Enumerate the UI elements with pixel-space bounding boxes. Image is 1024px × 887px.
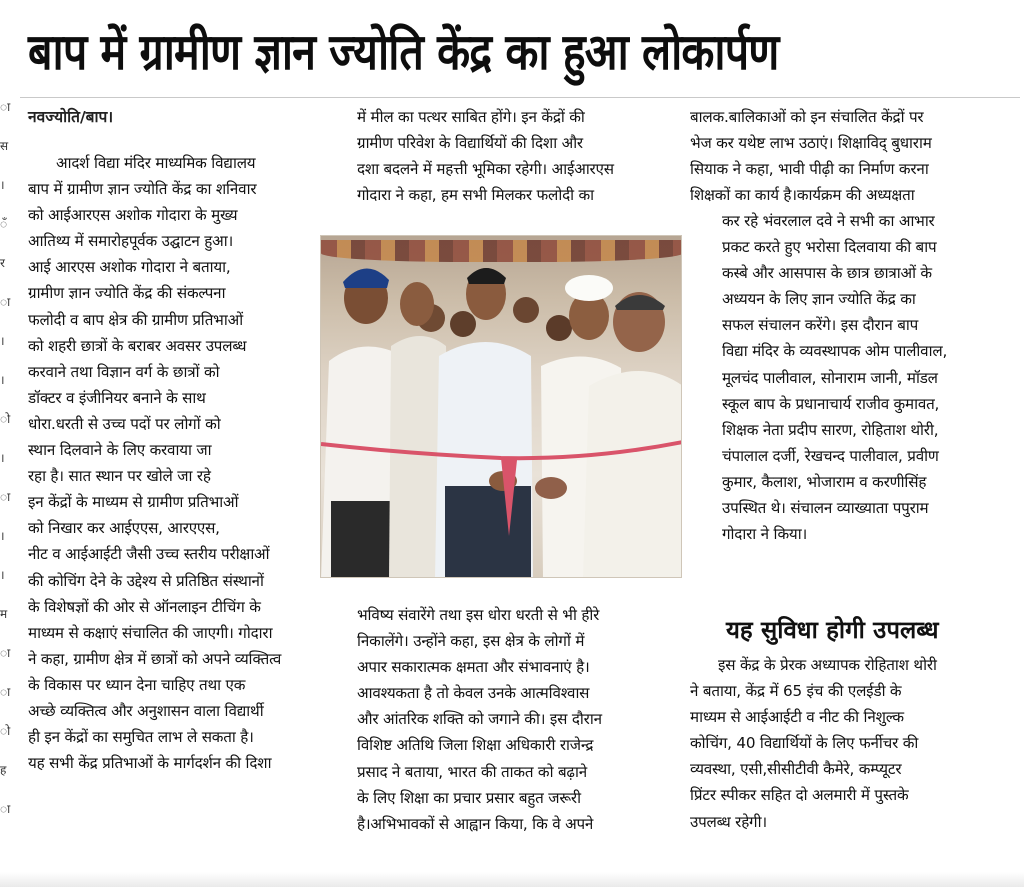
text-line: ही इन केंद्रों का समुचित लाभ ले सकता है।: [28, 728, 254, 747]
column-3-top: [690, 104, 1010, 208]
text-line: कर रहे भंवरलाल दवे ने सभी का आभार: [722, 212, 935, 230]
text-line: उपलब्ध रहेगी।: [690, 812, 767, 831]
text-line: चंपालाल दर्जी, रेखचन्द पालीवाल, प्रवीण: [722, 446, 939, 465]
text-line: भेज कर यथेष्ट लाभ उठाएं। शिक्षाविद् बुधाराम: [690, 134, 932, 153]
text-line: प्रकट करते हुए भरोसा दिलवाया की बाप: [722, 238, 937, 257]
text-line: को निखार कर आईएएस, आरएएस,: [28, 519, 220, 538]
column-1-body: [28, 150, 308, 776]
gutter-fragment: ा: [0, 646, 11, 660]
text-line: करवाने तथा विज्ञान वर्ग के छात्रों को: [28, 362, 220, 381]
ceremony-illustration: [321, 236, 682, 578]
text-line: प्रिंटर स्पीकर सहित दो अलमारी में पुस्तके: [690, 786, 909, 805]
text-line: व्यवस्था, एसी,सीसीटीवी कैमेरे, कम्प्यूटर: [690, 760, 902, 779]
gutter-fragment: ।: [0, 178, 5, 192]
gutter-fragment: ो: [0, 412, 11, 426]
text-line: इस केंद्र के प्रेरक अध्यापक रोहिताश थोरी: [718, 656, 937, 674]
event-photo: [320, 235, 682, 578]
text-line: को आईआरएस अशोक गोदारा के मुख्य: [28, 206, 238, 225]
page-edge: [0, 872, 1024, 887]
gutter-fragment: ।: [0, 373, 5, 387]
text-line: डॉक्टर व इंजीनियर बनाने के साथ: [28, 388, 206, 407]
text-line: स्कूल बाप के प्रधानाचार्य राजीव कुमावत,: [722, 394, 940, 413]
text-line: है।अभिभावकों से आह्वान किया, कि वे अपने: [357, 814, 594, 833]
gutter-fragment: ो: [0, 724, 11, 738]
gutter-fragment: ा: [0, 802, 11, 816]
text-line: की कोचिंग देने के उद्देश्य से प्रतिष्ठित संस्थानों: [28, 571, 264, 590]
column-3-middle: [722, 208, 1012, 547]
column-1: [28, 104, 308, 776]
column-3-bottom-body: [690, 652, 1012, 835]
text-line: माध्यम से आईआईटी व नीट की निशुल्क: [690, 708, 904, 727]
gutter-fragment: ह: [0, 763, 7, 777]
text-line: भविष्य संवारेंगे तथा इस धोरा धरती से भी हीरे: [357, 606, 600, 624]
text-line: ने कहा, ग्रामीण क्षेत्र में छात्रों को अपने व्यक्तित्व: [28, 649, 282, 668]
text-line: ग्रामीण परिवेश के विद्यार्थियों की दिशा और: [357, 134, 583, 153]
text-line: अध्ययन के लिए ज्ञान ज्योति केंद्र का: [722, 290, 916, 309]
text-line: को शहरी छात्रों के बराबर अवसर उपलब्ध: [28, 336, 247, 355]
gutter-fragment: ा: [0, 490, 11, 504]
text-line: के विशेषज्ञों की ओर से ऑनलाइन टीचिंग के: [28, 597, 261, 616]
gutter-fragment: म: [0, 607, 8, 621]
text-line: माध्यम से कक्षाएं संचालित की जाएगी। गोदारा: [28, 623, 273, 642]
gutter-fragment: ।: [0, 451, 5, 465]
left-gutter: [0, 100, 10, 860]
text-line: में मील का पत्थर साबित होंगे। इन केंद्रों की: [357, 108, 585, 126]
text-line: आई आरएस अशोक गोदारा ने बताया,: [28, 258, 231, 277]
column-3-middle-body: [722, 208, 1012, 547]
text-line: सफल संचालन करेंगे। इस दौरान बाप: [722, 316, 919, 335]
text-line: के लिए शिक्षा का प्रचार प्रसार बहुत जरूरी: [357, 788, 581, 807]
gutter-fragment: ।: [0, 568, 5, 582]
text-line: प्रसाद ने बताया, भारत की ताकत को बढ़ाने: [357, 762, 587, 781]
dateline: नवज्योति/बाप।: [28, 108, 114, 126]
text-line: विशिष्ट अतिथि जिला शिक्षा अधिकारी राजेन्द्र: [357, 736, 594, 755]
text-line: नीट व आईआईटी जैसी उच्च स्तरीय परीक्षाओं: [28, 545, 270, 564]
gutter-fragment: र: [0, 256, 5, 270]
gutter-fragment: ा: [0, 295, 11, 309]
text-line: फलोदी व बाप क्षेत्र की ग्रामीण प्रतिभाओं: [28, 310, 243, 329]
text-line: आवश्यकता है तो केवल उनके आत्मविश्वास: [357, 684, 590, 703]
text-line: विद्या मंदिर के व्यवस्थापक ओम पालीवाल,: [722, 342, 948, 361]
text-line: इन केंद्रों के माध्यम से ग्रामीण प्रतिभाओं: [28, 493, 239, 512]
text-line: धोरा.धरती से उच्च पदों पर लोगों को: [28, 414, 221, 433]
gutter-fragment: ँ: [0, 217, 8, 231]
text-line: शिक्षकों का कार्य है।कार्यक्रम की अध्यक्षता: [690, 186, 915, 205]
text-line: मूलचंद पालीवाल, सोनाराम जानी, मॉडल: [722, 368, 938, 387]
text-line: ने बताया, केंद्र में 65 इंच की एलईडी के: [690, 682, 902, 701]
text-line: शिक्षक नेता प्रदीप सारण, रोहिताश थोरी,: [722, 420, 939, 439]
text-line: सियाक ने कहा, भावी पीढ़ी का निर्माण करना: [690, 160, 929, 179]
gutter-fragment: ।: [0, 529, 5, 543]
column-2-bottom: [357, 602, 677, 837]
gutter-fragment: ।: [0, 334, 5, 348]
text-line: कुमार, कैलाश, भोजाराम व करणीसिंह: [722, 472, 927, 491]
gutter-fragment: स: [0, 139, 9, 153]
text-line: उपस्थित थे। संचालन व्याख्याता पपुराम: [722, 499, 929, 518]
text-line: दशा बदलने में महत्ती भूमिका रहेगी। आईआरएस: [357, 160, 614, 179]
column-2-top: [357, 104, 677, 208]
text-line: आतिथ्य में समारोहपूर्वक उद्घाटन हुआ।: [28, 232, 233, 251]
text-line: स्थान दिलवाने के लिए करवाया जा: [28, 441, 212, 460]
column-2-bottom-body: [357, 602, 677, 837]
text-line: अच्छे व्यक्तित्व और अनुशासन वाला विद्यार्थी: [28, 701, 264, 720]
header-rule: [20, 97, 1020, 98]
column-3-bottom: [690, 652, 1012, 835]
subheading: यह सुविधा होगी उपलब्ध: [726, 616, 939, 644]
text-line: बाप में ग्रामीण ज्ञान ज्योति केंद्र का शनिवार: [28, 180, 257, 199]
text-line: और आंतरिक शक्ति को जगाने की। इस दौरान: [357, 710, 602, 729]
text-line: कस्बे और आसपास के छात्र छात्राओं के: [722, 264, 932, 283]
text-line: गोदारा ने किया।: [722, 525, 808, 544]
text-line: बालक.बालिकाओं को इन संचालित केंद्रों पर: [690, 108, 924, 126]
headline: बाप में ग्रामीण ज्ञान ज्योति केंद्र का हुआ लोकार्पण: [28, 23, 779, 81]
text-line: अपार सकारात्मक क्षमता और संभावनाएं है।: [357, 658, 590, 677]
text-line: कोचिंग, 40 विद्यार्थियों के लिए फर्नीचर की: [690, 734, 919, 753]
gutter-fragment: ा: [0, 100, 11, 114]
text-line: आदर्श विद्या मंदिर माध्यमिक विद्यालय: [56, 154, 256, 172]
text-line: यह सभी केंद्र प्रतिभाओं के मार्गदर्शन की दिशा: [28, 754, 272, 773]
column-2-top-body: [357, 104, 677, 208]
text-line: निकालेंगे। उन्होंने कहा, इस क्षेत्र के लोगों में: [357, 632, 585, 651]
text-line: गोदारा ने कहा, हम सभी मिलकर फलोदी का: [357, 186, 594, 205]
text-line: के विकास पर ध्यान देना चाहिए तथा एक: [28, 675, 246, 694]
text-line: ग्रामीण ज्ञान ज्योति केंद्र की संकल्पना: [28, 284, 226, 303]
column-3-top-body: [690, 104, 1010, 208]
text-line: रहा है। सात स्थान पर खोले जा रहे: [28, 467, 211, 486]
gutter-fragment: ा: [0, 685, 11, 699]
